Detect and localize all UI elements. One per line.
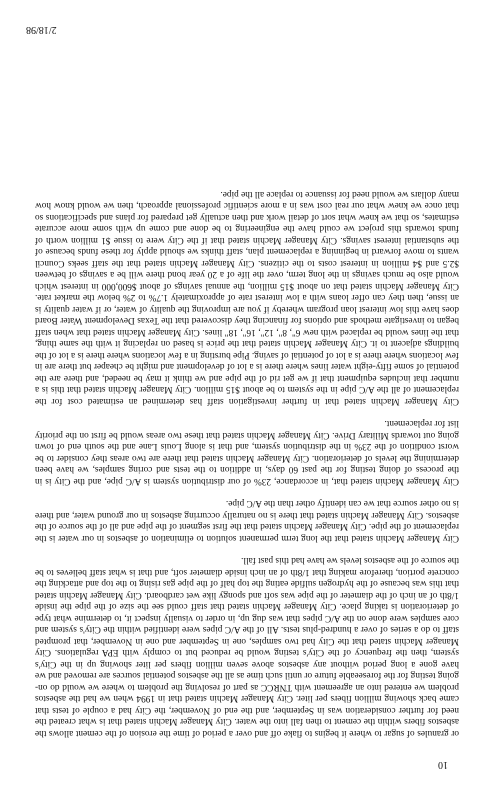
page-number: 10 bbox=[438, 759, 448, 770]
paragraph-replacement-cost-financing: City Manager Machin stated that in further investigation staff has determined an estimated cost for the replacement of all the A/C pipe in the system to be about $15 million. City Manager Machin stated that this is a number that includes equipment that if we get rid of the pipe and we think it may be needed, and there are the potential of some fifty-eight water lines where there is a lot of development and might be cheaper but there are in few locations where there is a lot of potential of saving. Pipe bursting in a few locations where there is a lot of the buildings adjacent to it. City Manager Machin stated that the price is based on replacing it with the same thing, that the lines would be replaced with new 6", 8", 12", 16", 18" lines. City Manager Machin stated that when staff began to investigate methods and options for financing they discovered that the Texas Development Water Board does have this low interest loan program whereby if you are improving the quality of water, or if water quality is an issue, then they can offer loans with a low interest rate of approximately 1.7% to 2% below the market rate. City Manager Machin stated that on about $15 million, the annual savings of about $600,000 in interest which would also be much savings in the long term, over the life of a 20 year bond there will be a savings of between $2.5 and $4 million in interest costs to the citizens. City Manager Machin stated that the staff seeks Council wants to move forward in beginning a replacement plan, staff thinks we should apply for these funds because of the substantial interest savings. City Manager Machin stated that if the City were to issue $1 million worth of funds towards this project we could have the engineering to be done and come up with some more accurate estimates, so that we knew what sort of detail work and then actually get prepared for plans and specifications so that once we knew what our real cost was in a more scientific professional approach, then we would know how many dollars we would need for issuance to replace all the pipe. bbox=[35, 189, 459, 406]
document-date: 2/18/98 bbox=[26, 24, 57, 36]
minutes-body bbox=[35, 177, 459, 739]
paragraph-pipe-replacement-solution: City Manager Machin stated that the long term permanent solution to elimination of asbestos in our water is the replacement of the pipe. City Manager Machin stated that the first segment of the pipe and all of the source of the asbestos. City Manager Machin stated that there is no naturally occurring asbestos in our ground water, and there is no other source that we can identify other than the A/C pipe. bbox=[35, 498, 459, 543]
paragraph-distribution-system-testing: City Manager Machin stated that, in accordance, 23% of our distribution system is A/C pipe, and the City is in the process of doing testing for the past 60 days, in addition to the tests and coring samples, we have been determining the levels of deterioration. City Manager Machin stated that there are two areas they consider to be worst condition of the 23% in the distribution system, and that is along Louis Lane and the south end of town going out towards Military Drive. City Manager Machin stated that these two areas would be first on the priority list for replacement. bbox=[35, 418, 459, 486]
paragraph-asbestos-erosion: or granules of sugar to where it begins to flake off and over a period of time the erosion of the cement allows the asbestos fibers within the cement to then fall into the water. City Manager Machin stated that is what created the need for further consideration was in September, and the end of November, the City had a couple of tests that came back showing million fibers per liter. City Manager Machin stated that in 1994 when we had the asbestos problem we entered into an agreement with TNRCC as part of resolving the problem to where we would do on-going testing for the foreseeable future or until such time as all the asbestos potential sources are removed and we have gone a long period without any asbestos above seven million fibers per liter showing up in the City's system, then the frequency of the City's testing would be reduced but to comply with EPA regulations. City Manager Machin stated that the City had two samples, one in September and one in November, that prompted staff to do a series of over a hundred-plus tests. All of the A/C pipes were identified within the City's system and core samples were done on the A/C pipes that was dug up, in order to visually inspect it, to determine what type of deterioration is taking place. City Manager Machin stated that staff could see the size of the pipe the inside 1/8th of an inch of the diameter of the pipe was soft and spongy like wet cardboard. City Manager Machin stated that this was because of the hydrogen sulfide eating the top half of the pipe gas rising to the top and attacking the concrete portion, therefore making that 1/8th of an inch inside diameter soft, and that is what staff believes to be the source of the asbestos levels we have had this past fall. bbox=[35, 555, 459, 738]
